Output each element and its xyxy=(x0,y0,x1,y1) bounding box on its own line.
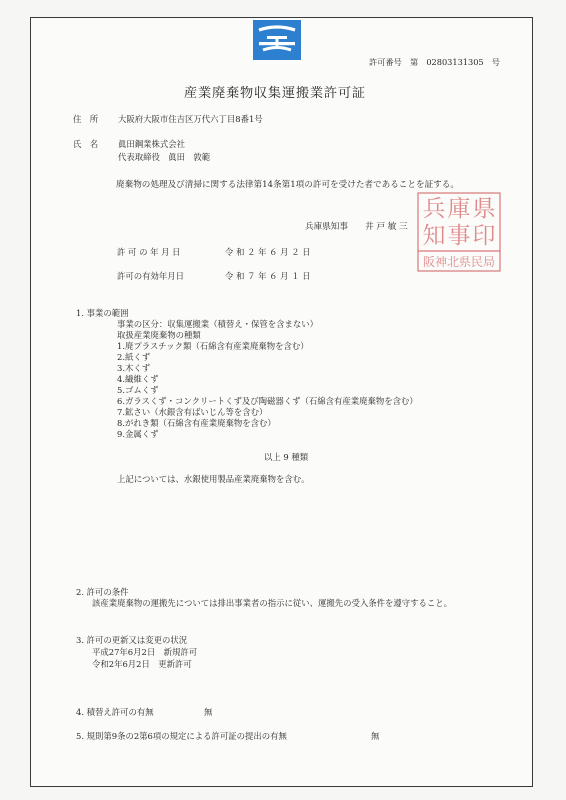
svg-text:県: 県 xyxy=(472,196,496,222)
name-label: 氏 名 xyxy=(73,139,99,149)
transshipment-value: 無 xyxy=(204,707,213,717)
expiry-date-label: 許可の有効年月日 xyxy=(117,271,184,281)
address-label: 住 所 xyxy=(73,114,99,124)
waste-item: 1.廃プラスチック類（石綿含有産業廃棄物を含む） xyxy=(117,341,309,351)
waste-item: 8.がれき類（石綿含有産業廃棄物を含む） xyxy=(117,418,276,428)
company-name: 眞田鋼業株式会社 xyxy=(118,139,185,149)
svg-text:事: 事 xyxy=(447,223,471,249)
section4-heading: 4. 積替え許可の有無 xyxy=(76,707,154,717)
mercury-note: 上記については、水銀使用製品産業廃棄物を含む。 xyxy=(117,474,310,484)
permit-number: 許可番号 第 02803131305 号 xyxy=(369,57,500,67)
svg-text:印: 印 xyxy=(472,223,496,249)
svg-text:庫: 庫 xyxy=(447,196,471,222)
waste-item: 2.紙くず xyxy=(117,352,151,362)
permit-date-label: 許 可 の 年 月 日 xyxy=(117,247,181,257)
history-item: 令和2年6月2日 更新許可 xyxy=(92,659,192,669)
waste-item: 7.鉱さい（水銀含有ばいじん等を含む） xyxy=(117,407,268,417)
official-seal xyxy=(416,191,502,273)
submission-value: 無 xyxy=(371,731,380,741)
representative-name: 代表取締役 眞田 敦範 xyxy=(118,152,211,162)
expiry-date: 令 和 ７ 年 ６ 月 １ 日 xyxy=(225,271,311,281)
prefecture-emblem-icon xyxy=(253,20,301,60)
waste-item: 3.木くず xyxy=(117,363,151,373)
section5-heading: 5. 規則第9条の2第6項の規定による許可証の提出の有無 xyxy=(76,731,287,741)
waste-total: 以上 9 種類 xyxy=(264,452,309,462)
waste-item: 5.ゴムくず xyxy=(117,385,159,395)
document-title: 産業廃棄物収集運搬業許可証 xyxy=(184,86,366,101)
issuer-name: 兵庫県知事 井 戸 敏 三 xyxy=(305,222,408,232)
business-category: 事業の区分：収集運搬業（積替え・保管を含まない） xyxy=(117,319,318,329)
waste-item: 6.ガラスくず・コンクリートくず及び陶磁器くず（石綿含有産業廃棄物を含む） xyxy=(117,396,418,406)
svg-text:兵: 兵 xyxy=(422,196,446,222)
section2-heading: 2. 許可の条件 xyxy=(76,587,129,597)
permit-conditions: 該産業廃棄物の運搬先については排出事業者の指示に従い、運搬先の受入条件を遵守すること。 xyxy=(92,598,452,608)
certification-text: 廃棄物の処理及び清掃に関する法律第14条第1項の許可を受けた者であることを証する。 xyxy=(116,180,459,190)
waste-item: 9.金属くず xyxy=(117,429,159,439)
svg-text:知: 知 xyxy=(422,223,446,249)
section3-heading: 3. 許可の更新又は変更の状況 xyxy=(76,635,188,645)
waste-types-heading: 取扱産業廃棄物の種類 xyxy=(117,330,201,340)
svg-text:阪神北県民局: 阪神北県民局 xyxy=(422,255,496,269)
permit-date: 令 和 ２ 年 ６ 月 ２ 日 xyxy=(225,247,311,257)
section1-heading: 1. 事業の範囲 xyxy=(76,308,129,318)
history-item: 平成27年6月2日 新規許可 xyxy=(92,647,198,657)
address-value: 大阪府大阪市住吉区万代六丁目8番1号 xyxy=(118,114,263,124)
waste-item: 4.繊維くず xyxy=(117,374,159,384)
